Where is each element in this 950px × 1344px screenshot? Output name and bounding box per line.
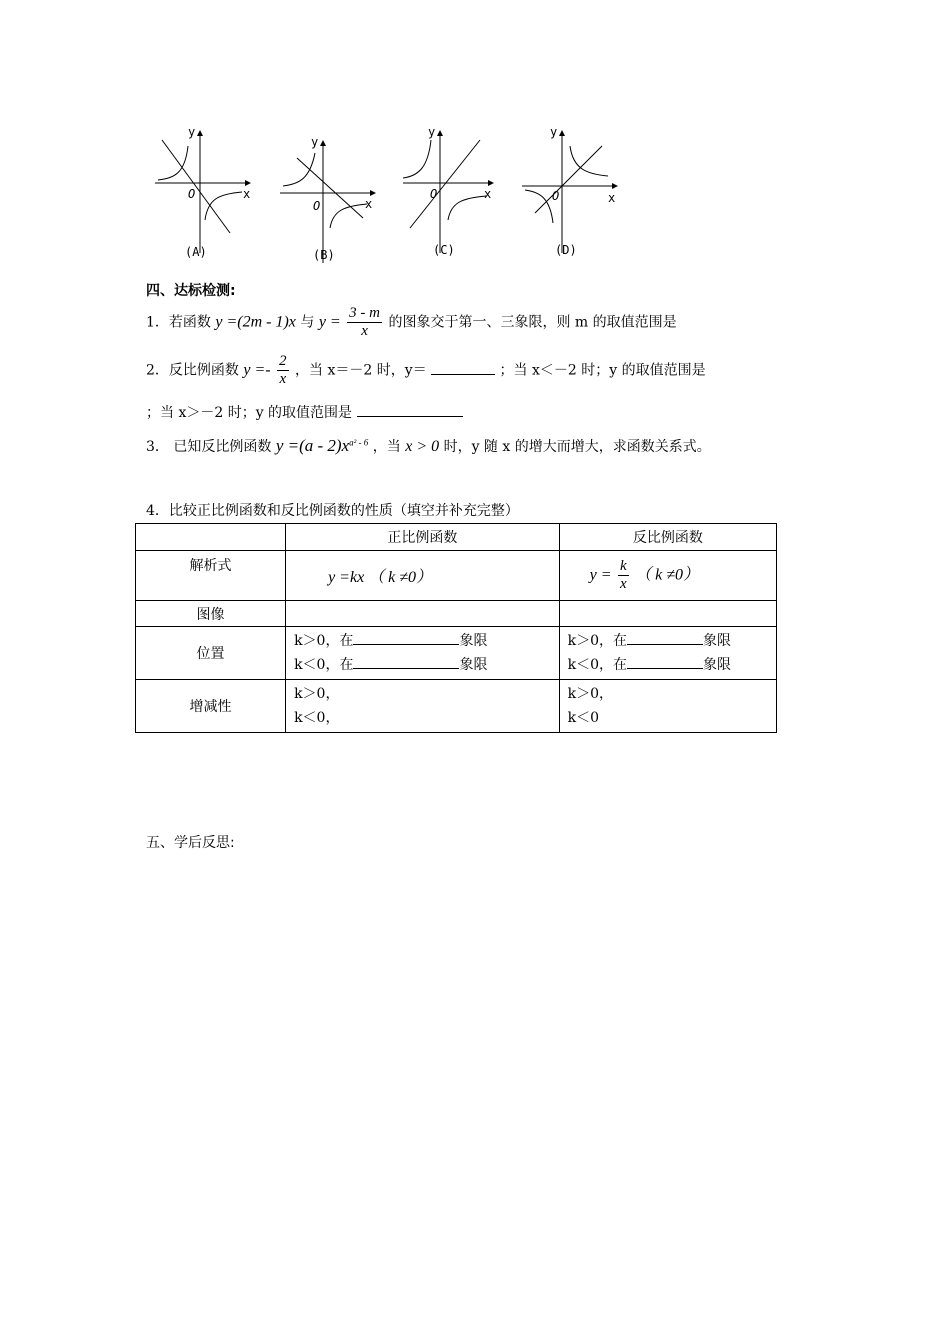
inverse-pos-k-pos: k＞0，在 [567, 633, 628, 649]
question-2-line2 [146, 402, 463, 422]
inverse-expression-fraction [618, 558, 629, 593]
graph-d [522, 125, 618, 257]
inverse-pos-k-neg: k＜0，在 [567, 657, 628, 673]
q2-frac-den: x [279, 371, 287, 387]
inverse-pos-quadrant-2: 象限 [703, 657, 732, 673]
direct-graph-cell[interactable] [286, 601, 560, 627]
q2-blank-1[interactable] [431, 360, 495, 375]
q1-prefix: 1．若函数 [146, 314, 216, 331]
q2-fraction [277, 353, 289, 388]
graph-c-origin: O [430, 187, 438, 201]
q3-suffix: 时，y 随 x 的增大而增大，求函数关系式。 [443, 439, 711, 455]
table-row [136, 680, 777, 733]
row-label-monotonicity: 增减性 [136, 680, 286, 733]
inverse-mono-k-pos: k＞0， [567, 686, 614, 702]
direct-pos-quadrant-1: 象限 [459, 633, 488, 649]
graph-a-origin: O [188, 187, 196, 201]
q3-prefix: 3． 已知反比例函数 [146, 439, 272, 455]
direct-position-cell [286, 627, 560, 680]
inverse-pos-quadrant-1: 象限 [703, 633, 732, 649]
inverse-expression [559, 551, 776, 601]
inverse-frac-num: k [620, 558, 627, 574]
row-label-position: 位置 [136, 627, 286, 680]
inverse-monotonicity-cell[interactable] [559, 680, 776, 733]
q1-expr1: y =(2m - 1)x [215, 313, 296, 331]
row-label-graph: 图像 [136, 601, 286, 627]
table-row [136, 627, 777, 680]
q2-frac-num: 2 [279, 353, 287, 369]
graph-c-x-label: x [484, 187, 492, 201]
graph-b-x-label: x [365, 197, 373, 211]
graph-d-label: (D) [555, 243, 577, 257]
inverse-pos-blank-2[interactable] [627, 654, 703, 669]
table-row [136, 601, 777, 627]
question-4-title: 4．比较正比例函数和反比例函数的性质（填空并补充完整） [146, 503, 519, 519]
q1-expr2-lhs: y = [318, 313, 341, 331]
graph-d-curve-left [525, 190, 553, 223]
inverse-pos-blank-1[interactable] [627, 630, 703, 645]
inverse-expression-rhs: （ k ≠0） [635, 566, 700, 584]
graph-a-line [162, 140, 230, 233]
table-header-cell [136, 524, 286, 551]
direct-pos-blank-2[interactable] [353, 654, 459, 669]
table-header-row [136, 524, 777, 551]
q2-line2-text: ；当 x＞－2 时；y 的取值范围是 [146, 405, 353, 421]
graph-b-label: (B) [313, 248, 335, 262]
graph-b-line [297, 158, 363, 218]
q1-frac-num: 3 - m [349, 305, 380, 321]
table-header-cell: 正比例函数 [286, 524, 560, 551]
graph-a-x-label: x [243, 187, 251, 201]
direct-pos-k-pos: k＞0，在 [294, 633, 354, 649]
inverse-graph-cell[interactable] [559, 601, 776, 627]
direct-mono-k-neg: k＜0， [294, 710, 340, 726]
question-2 [146, 353, 706, 388]
comparison-table [135, 523, 777, 733]
graph-a-label: (A) [185, 245, 207, 259]
row-label-expression: 解析式 [136, 551, 286, 601]
section5-title: 五、学后反思: [146, 835, 235, 851]
graph-b-y-label: y [311, 135, 319, 149]
q1-suffix: 的图象交于第一、三象限，则 m 的取值范围是 [388, 314, 677, 331]
graph-b [280, 135, 376, 263]
q2-prefix: 2．反比例函数 [146, 362, 244, 379]
graph-d-origin: O [552, 189, 560, 203]
graph-c-y-label: y [428, 125, 436, 139]
graph-d-y-label: y [550, 125, 558, 139]
graph-d-curve-right [570, 146, 608, 176]
graph-options-svg [150, 125, 620, 268]
graph-d-line [535, 146, 602, 213]
q3-expr: y =(a - 2)x [275, 436, 350, 455]
graph-a-y-label: y [188, 125, 196, 139]
direct-pos-blank-1[interactable] [353, 630, 459, 645]
inverse-position-cell [559, 627, 776, 680]
q3-exponent: a² - 6 [349, 437, 369, 448]
graph-options [150, 125, 620, 268]
graph-c-line [410, 140, 480, 228]
graph-a-curve-left [158, 146, 188, 180]
graph-c-label: (C) [433, 243, 455, 257]
q2-part1: ，当 x＝－2 时，y＝ [295, 362, 427, 379]
graph-c-curve-right [448, 196, 486, 220]
q2-blank-2[interactable] [357, 402, 463, 417]
question-3 [146, 436, 711, 456]
graph-d-x-label: x [608, 191, 616, 205]
q2-part2: ；当 x＜－2 时；y 的取值范围是 [499, 362, 706, 379]
q3-condition: x > 0 [405, 438, 440, 455]
graph-a [155, 125, 251, 259]
q1-fraction [347, 305, 382, 340]
q3-mid: ，当 [372, 439, 401, 455]
q1-frac-den: x [361, 323, 368, 339]
direct-expression [286, 551, 560, 601]
direct-pos-quadrant-2: 象限 [459, 657, 488, 673]
direct-pos-k-neg: k＜0，在 [294, 657, 354, 673]
q1-mid: 与 [300, 314, 315, 331]
graph-c [403, 125, 494, 257]
graph-c-curve-left [403, 140, 431, 178]
inverse-expression-lhs: y = [589, 566, 612, 584]
table-header-cell: 反比例函数 [559, 524, 776, 551]
graph-b-origin: O [313, 199, 321, 213]
section4-title: 四、达标检测: [146, 283, 236, 299]
direct-expression-text: y =kx （ k ≠0） [328, 569, 433, 586]
direct-mono-k-pos: k＞0， [294, 686, 340, 702]
q2-expr-lhs: y =- [243, 361, 271, 379]
direct-monotonicity-cell[interactable] [286, 680, 560, 733]
table-row [136, 551, 777, 601]
inverse-mono-k-neg: k＜0 [567, 710, 600, 726]
question-1 [146, 305, 677, 340]
inverse-frac-den: x [620, 576, 627, 592]
